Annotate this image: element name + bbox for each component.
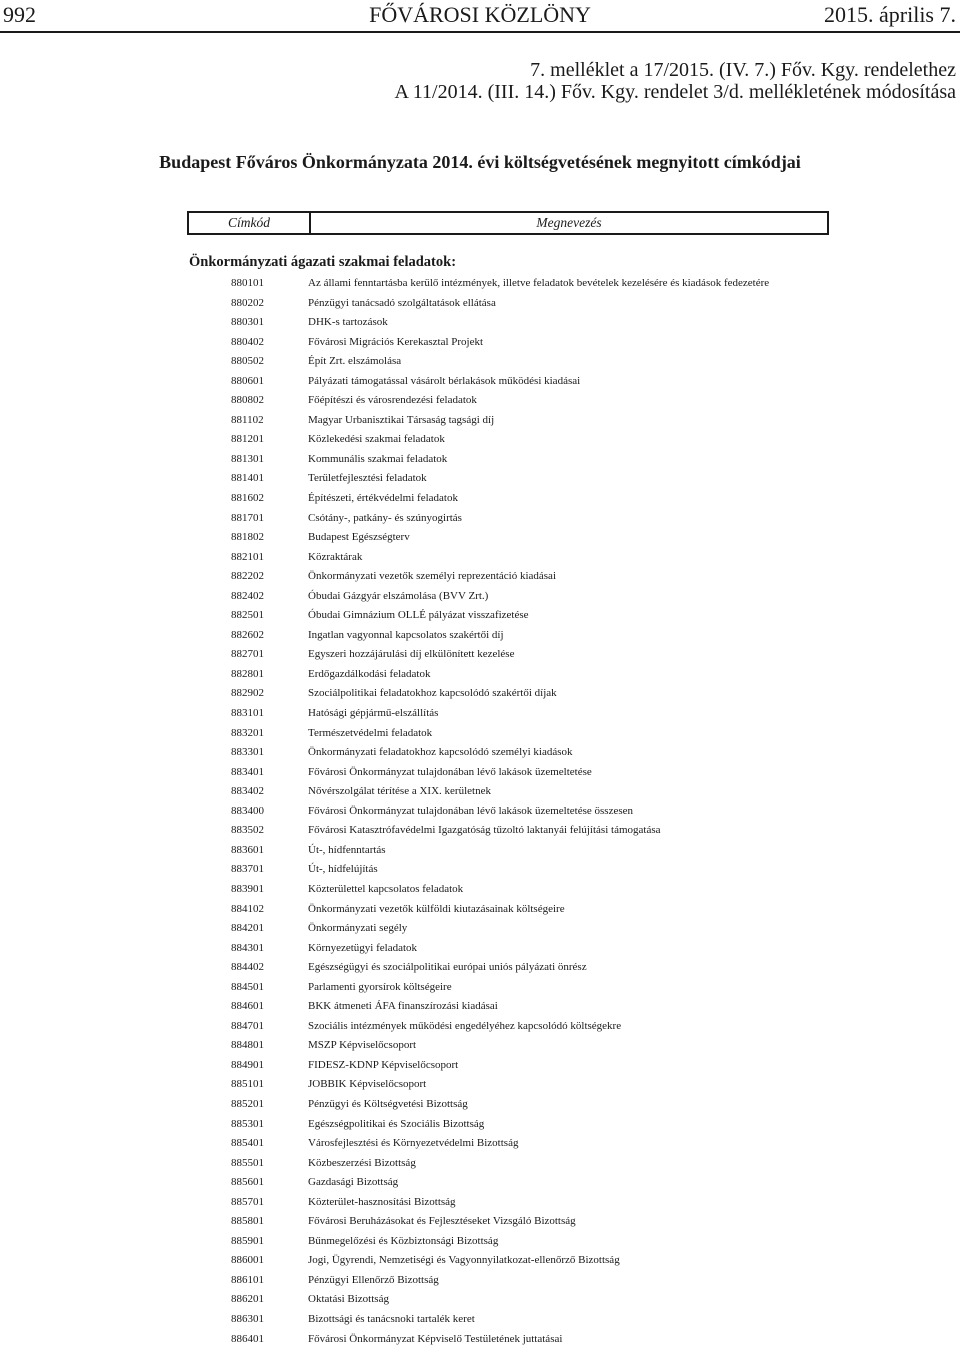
row-name: Budapest Egészségterv bbox=[308, 531, 410, 544]
row-name: Pályázati támogatással vásárolt bérlakások működési kiadásai bbox=[308, 374, 581, 387]
document-title: Budapest Főváros Önkormányzata 2014. évi költségvetésének megnyitott címkódjai bbox=[159, 152, 801, 172]
row-code: 886001 bbox=[231, 1254, 264, 1267]
row-name: Önkormányzati vezetők külföldi kiutazásainak költségeire bbox=[308, 902, 565, 915]
row-name: Magyar Urbanisztikai Társaság tagsági díj bbox=[308, 413, 495, 426]
row-name: Területfejlesztési feladatok bbox=[308, 472, 427, 485]
table-row bbox=[0, 274, 960, 294]
table-row bbox=[0, 391, 960, 411]
row-name: Pénzügyi Ellenőrző Bizottság bbox=[308, 1273, 439, 1286]
row-code: 881602 bbox=[231, 492, 264, 505]
row-code: 882402 bbox=[231, 589, 264, 602]
row-name: Fővárosi Önkormányzat Képviselő Testületének juttatásai bbox=[308, 1332, 563, 1345]
row-name: Egészségügyi és szociálpolitikai európai uniós pályázati önrész bbox=[308, 961, 587, 974]
table-row bbox=[0, 1056, 960, 1076]
row-name: Jogi, Ügyrendi, Nemzetiségi és Vagyonnyilatkozat-ellenőrző Bizottság bbox=[308, 1254, 620, 1267]
table-row bbox=[0, 372, 960, 392]
row-name: Főépítészi és városrendezési feladatok bbox=[308, 394, 477, 407]
section-heading: Önkormányzati ágazati szakmai feladatok: bbox=[189, 254, 457, 270]
row-name: Oktatási Bizottság bbox=[308, 1293, 389, 1306]
row-code: 880301 bbox=[231, 316, 264, 329]
row-name: Pénzügyi tanácsadó szolgáltatások ellátása bbox=[308, 296, 496, 309]
table-row bbox=[0, 1251, 960, 1271]
row-code: 881701 bbox=[231, 511, 264, 524]
table-row bbox=[0, 939, 960, 959]
table-row bbox=[0, 606, 960, 626]
row-name: Út-, hídfelújítás bbox=[308, 863, 378, 876]
row-code: 885601 bbox=[231, 1176, 264, 1189]
row-code: 886301 bbox=[231, 1312, 264, 1325]
row-code: 883402 bbox=[231, 785, 264, 798]
row-name: Környezetügyi feladatok bbox=[308, 941, 418, 954]
row-name: Óbudai Gázgyár elszámolása (BVV Zrt.) bbox=[308, 589, 489, 602]
table-row bbox=[0, 489, 960, 509]
row-code: 880101 bbox=[231, 277, 264, 289]
row-code: 885801 bbox=[231, 1215, 264, 1228]
row-name: Nővérszolgálat térítése a XIX. kerületnek bbox=[308, 785, 491, 798]
table-row bbox=[0, 1017, 960, 1037]
row-code: 886201 bbox=[231, 1293, 264, 1306]
row-name: Pénzügyi és Költségvetési Bizottság bbox=[308, 1097, 468, 1110]
row-code: 880601 bbox=[231, 374, 264, 387]
row-name: Fővárosi Önkormányzat tulajdonában lévő lakások üzemeltetése bbox=[308, 765, 592, 778]
row-code: 883201 bbox=[231, 726, 264, 739]
table-row bbox=[0, 978, 960, 998]
table-row bbox=[0, 567, 960, 587]
row-code: 881201 bbox=[231, 433, 264, 446]
table-row bbox=[0, 626, 960, 646]
table-row bbox=[0, 1310, 960, 1330]
row-code: 881301 bbox=[231, 452, 264, 465]
table-row bbox=[0, 469, 960, 489]
table-row bbox=[0, 919, 960, 939]
row-name: Ingatlan vagyonnal kapcsolatos szakértői díj bbox=[308, 628, 504, 641]
row-code: 880502 bbox=[231, 355, 264, 368]
table-row bbox=[0, 821, 960, 841]
row-name: JOBBIK Képviselőcsoport bbox=[308, 1078, 427, 1091]
table-row bbox=[0, 411, 960, 431]
row-name: Önkormányzati vezetők személyi reprezentáció kiadásai bbox=[308, 570, 556, 583]
row-name: Szociálpolitikai feladatokhoz kapcsolódó szakértői díjak bbox=[308, 687, 557, 700]
row-code: 885501 bbox=[231, 1156, 264, 1169]
table-row bbox=[0, 880, 960, 900]
row-code: 884201 bbox=[231, 922, 264, 935]
row-name: Építészeti, értékvédelmi feladatok bbox=[308, 492, 458, 505]
row-code: 880802 bbox=[231, 394, 264, 407]
row-name: Fővárosi Beruházásokat és Fejlesztéseket Vizsgáló Bizottság bbox=[308, 1215, 576, 1228]
table-row bbox=[0, 841, 960, 861]
table-row bbox=[0, 763, 960, 783]
row-name: Az állami fenntartásba kerülő intézmények, illetve feladatok bevételek kezelésére és kiadások fedezetére bbox=[308, 277, 770, 289]
table-row bbox=[0, 450, 960, 470]
table-row bbox=[0, 313, 960, 333]
row-code: 885201 bbox=[231, 1097, 264, 1110]
row-name: Kommunális szakmai feladatok bbox=[308, 452, 448, 465]
row-code: 886101 bbox=[231, 1273, 264, 1286]
row-name: Közterülettel kapcsolatos feladatok bbox=[308, 882, 464, 895]
row-name: FIDESZ-KDNP Képviselőcsoport bbox=[308, 1058, 459, 1071]
table-row bbox=[0, 724, 960, 744]
table-row bbox=[0, 1271, 960, 1291]
row-code: 884402 bbox=[231, 961, 264, 974]
row-code: 885701 bbox=[231, 1195, 264, 1208]
table-row bbox=[0, 1173, 960, 1193]
table-row bbox=[0, 528, 960, 548]
row-name: Óbudai Gimnázium OLLÉ pályázat visszafizetése bbox=[308, 609, 529, 622]
row-code: 883101 bbox=[231, 707, 264, 720]
row-name: Épít Zrt. elszámolása bbox=[308, 355, 402, 368]
row-name: Egyszeri hozzájárulási díj elkülönített kezelése bbox=[308, 648, 515, 661]
row-code: 882701 bbox=[231, 648, 264, 661]
row-code: 881102 bbox=[231, 413, 264, 426]
row-code: 881802 bbox=[231, 531, 264, 544]
row-name: Út-, hídfenntartás bbox=[308, 843, 386, 856]
table-header bbox=[187, 211, 829, 235]
row-code: 884801 bbox=[231, 1039, 264, 1052]
journal-name: FŐVÁROSI KÖZLÖNY bbox=[369, 2, 591, 27]
table-row bbox=[0, 1232, 960, 1252]
row-code: 884701 bbox=[231, 1019, 264, 1032]
row-code: 886401 bbox=[231, 1332, 264, 1345]
row-code: 882902 bbox=[231, 687, 264, 700]
row-code: 885101 bbox=[231, 1078, 264, 1091]
table-row bbox=[0, 509, 960, 529]
row-name: Fővárosi Migrációs Kerekasztal Projekt bbox=[308, 335, 484, 348]
row-code: 883401 bbox=[231, 765, 264, 778]
row-name: Gazdasági Bizottság bbox=[308, 1176, 399, 1189]
table-row bbox=[0, 352, 960, 372]
row-name: Bűnmegelőzési és Közbiztonsági Bizottság bbox=[308, 1234, 499, 1247]
row-name: Hatósági gépjármű-elszállítás bbox=[308, 707, 439, 720]
row-name: Erdőgazdálkodási feladatok bbox=[308, 667, 431, 680]
table-row bbox=[0, 900, 960, 920]
row-name: Csótány-, patkány- és szúnyogirtás bbox=[308, 511, 462, 524]
row-name: Városfejlesztési és Környezetvédelmi Bizottság bbox=[308, 1137, 519, 1150]
row-name: DHK-s tartozások bbox=[308, 316, 388, 329]
row-code: 882602 bbox=[231, 628, 264, 641]
page-number: 992 bbox=[3, 2, 36, 27]
annex-line-1: 7. melléklet a 17/2015. (IV. 7.) Főv. Kgy. rendelethez bbox=[530, 59, 956, 81]
row-code: 884102 bbox=[231, 902, 264, 915]
table-row bbox=[0, 587, 960, 607]
row-name: Parlamenti gyorsírok költségeire bbox=[308, 980, 452, 993]
table-row bbox=[0, 1115, 960, 1135]
row-name: Természetvédelmi feladatok bbox=[308, 726, 433, 739]
table-row bbox=[0, 1095, 960, 1115]
table-row bbox=[0, 430, 960, 450]
row-name: Közlekedési szakmai feladatok bbox=[308, 433, 445, 446]
table-row bbox=[0, 1134, 960, 1154]
row-name: Önkormányzati segély bbox=[308, 922, 408, 935]
row-code: 883301 bbox=[231, 746, 264, 759]
table-row bbox=[0, 333, 960, 353]
table-row bbox=[0, 294, 960, 314]
table-row bbox=[0, 548, 960, 568]
row-code: 885301 bbox=[231, 1117, 264, 1130]
table-body bbox=[0, 274, 960, 1349]
annex-line-2: A 11/2014. (III. 14.) Főv. Kgy. rendelet 3/d. mellékletének módosítása bbox=[394, 81, 956, 103]
row-code: 880202 bbox=[231, 296, 264, 309]
page-header bbox=[0, 0, 960, 32]
row-code: 883701 bbox=[231, 863, 264, 876]
row-name: Önkormányzati feladatokhoz kapcsolódó személyi kiadások bbox=[308, 746, 573, 759]
row-name: Fővárosi Önkormányzat tulajdonában lévő lakások üzemeltetése összesen bbox=[308, 804, 634, 817]
row-name: BKK átmeneti ÁFA finanszírozási kiadásai bbox=[308, 1000, 498, 1013]
row-code: 884301 bbox=[231, 941, 264, 954]
column-header-code: Címkód bbox=[189, 213, 311, 233]
row-name: Közterület-hasznosítási Bizottság bbox=[308, 1195, 456, 1208]
row-code: 880402 bbox=[231, 335, 264, 348]
row-code: 882501 bbox=[231, 609, 264, 622]
column-header-name: Megnevezés bbox=[536, 215, 602, 230]
row-code: 882202 bbox=[231, 570, 264, 583]
table-row bbox=[0, 1212, 960, 1232]
row-code: 885901 bbox=[231, 1234, 264, 1247]
table-row bbox=[0, 743, 960, 763]
row-code: 883601 bbox=[231, 843, 264, 856]
header-rule bbox=[0, 31, 960, 33]
table-row bbox=[0, 704, 960, 724]
row-name: Szociális intézmények működési engedélyéhez kapcsolódó költségekre bbox=[308, 1019, 622, 1032]
row-code: 884601 bbox=[231, 1000, 264, 1013]
table-row bbox=[0, 684, 960, 704]
row-code: 882801 bbox=[231, 667, 264, 680]
row-name: MSZP Képviselőcsoport bbox=[308, 1039, 417, 1052]
row-code: 883901 bbox=[231, 882, 264, 895]
row-name: Közbeszerzési Bizottság bbox=[308, 1156, 416, 1169]
row-name: Fővárosi Katasztrófavédelmi Igazgatóság tűzoltó laktanyái felújítási támogatása bbox=[308, 824, 661, 837]
table-row bbox=[0, 997, 960, 1017]
table-row bbox=[0, 645, 960, 665]
row-name: Egészségpolitikai és Szociális Bizottság bbox=[308, 1117, 485, 1130]
row-code: 883502 bbox=[231, 824, 264, 837]
row-code: 883400 bbox=[231, 804, 264, 817]
table-row bbox=[0, 1330, 960, 1349]
row-code: 881401 bbox=[231, 472, 264, 485]
row-code: 885401 bbox=[231, 1137, 264, 1150]
table-row bbox=[0, 1193, 960, 1213]
table-row bbox=[0, 860, 960, 880]
table-row bbox=[0, 958, 960, 978]
table-row bbox=[0, 1036, 960, 1056]
row-name: Bizottsági és tanácsnoki tartalék keret bbox=[308, 1312, 475, 1325]
issue-date: 2015. április 7. bbox=[824, 2, 956, 27]
row-code: 884901 bbox=[231, 1058, 264, 1071]
row-code: 884501 bbox=[231, 980, 264, 993]
table-row bbox=[0, 1154, 960, 1174]
row-code: 882101 bbox=[231, 550, 264, 563]
table-row bbox=[0, 782, 960, 802]
row-name: Közraktárak bbox=[308, 550, 363, 563]
table-row bbox=[0, 802, 960, 822]
table-row bbox=[0, 1290, 960, 1310]
table-row bbox=[0, 665, 960, 685]
table-row bbox=[0, 1075, 960, 1095]
